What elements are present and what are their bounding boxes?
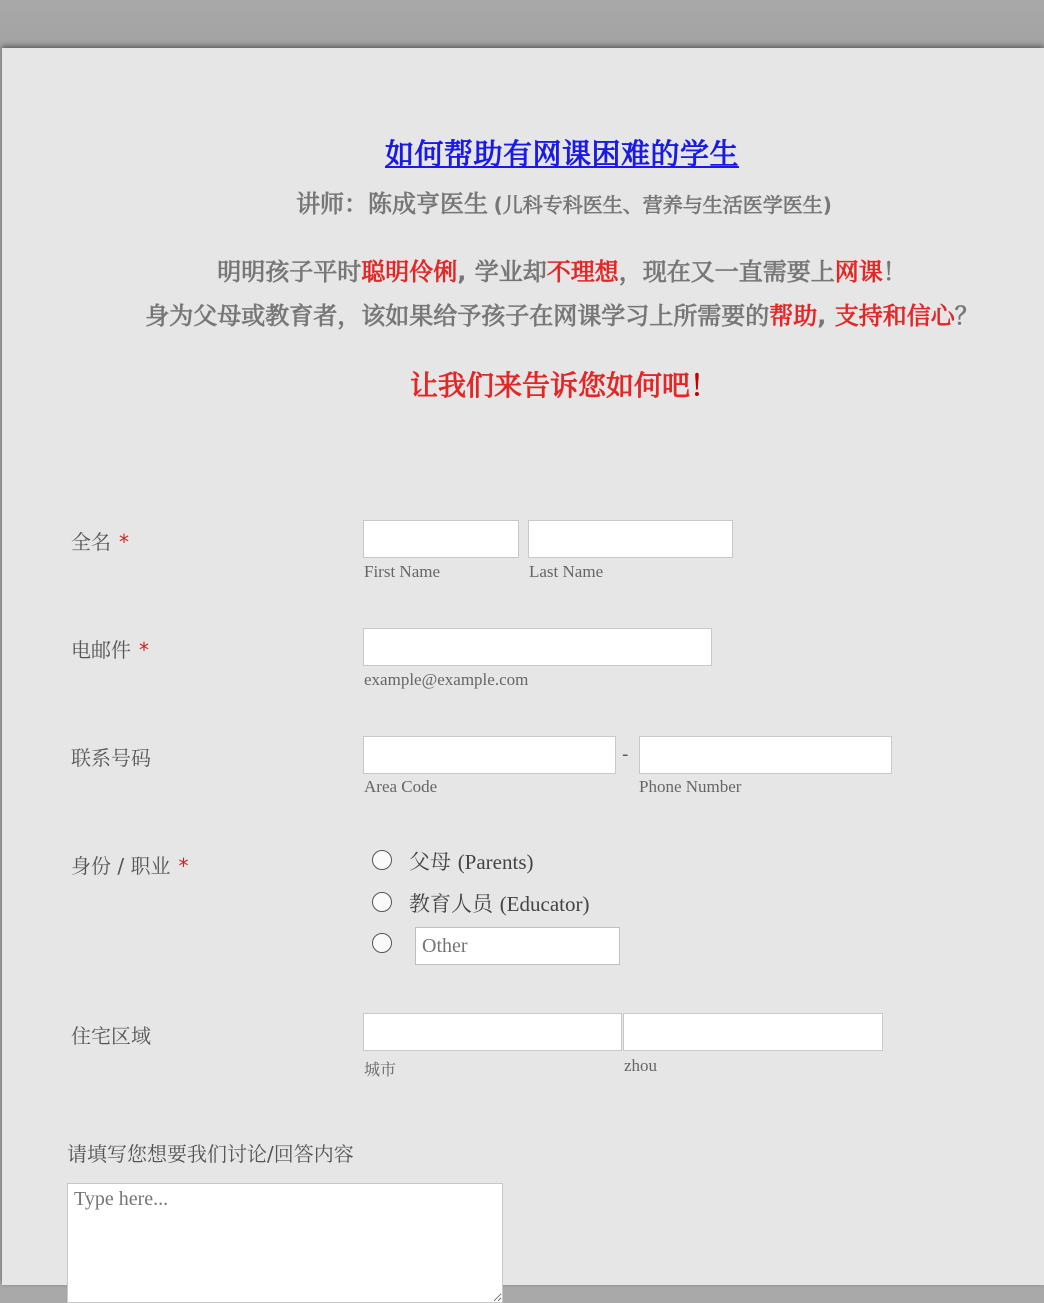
radio-educator[interactable]: [372, 892, 392, 912]
comment-label: 请填写您想要我们讨论/回答内容: [67, 1142, 354, 1166]
other-input[interactable]: [415, 927, 620, 965]
phone-separator: -: [622, 744, 629, 765]
identity-label: [71, 850, 188, 879]
radio-parents-en: (Parents): [457, 850, 534, 874]
intro-segment: ，现在又一直需要上: [618, 258, 835, 286]
intro-segment: 明明孩子平时: [217, 258, 362, 286]
state-sublabel: zhou: [624, 1056, 658, 1075]
radio-parents-cn: 父母: [409, 850, 451, 874]
top-bar: [0, 0, 1044, 48]
required-mark: *: [139, 638, 149, 662]
email-sublabel: example@example.com: [364, 670, 529, 689]
intro-segment: ,: [817, 302, 835, 330]
intro-segment: , 学业却: [457, 258, 547, 286]
intro-line-2: [2, 296, 1044, 331]
intro-highlight: 支持和信心: [834, 302, 955, 330]
call-to-action: [2, 364, 1044, 404]
radio-educator-label[interactable]: [409, 888, 589, 918]
intro-highlight: 帮助: [769, 302, 818, 330]
intro-highlight: 不理想: [546, 258, 619, 286]
first-name-sublabel: First Name: [364, 562, 441, 581]
page-title-link[interactable]: [2, 132, 1044, 173]
lecturer-credentials: (儿科专科医生、营养与生活医学医生): [493, 193, 832, 217]
residence-label: [71, 1020, 151, 1049]
form-sheet: [2, 48, 1044, 1285]
email-input[interactable]: [363, 628, 712, 666]
intro-segment: 身为父母或教育者，该如果给予孩子在网课学习上所需要的: [145, 302, 770, 330]
state-input[interactable]: [623, 1013, 883, 1051]
full-name-label-text: 全名: [71, 530, 111, 554]
phone-number-sublabel: Phone Number: [639, 777, 742, 796]
page-title-text[interactable]: 如何帮助有网课困难的学生: [384, 137, 739, 171]
phone-label-text: 联系号码: [71, 746, 151, 770]
area-code-input[interactable]: [363, 736, 616, 774]
city-input[interactable]: [363, 1013, 622, 1051]
intro-segment: ！: [882, 258, 907, 286]
required-mark: *: [119, 530, 129, 554]
last-name-input[interactable]: [528, 520, 733, 558]
radio-parents[interactable]: [372, 850, 392, 870]
call-to-action-mark: ！: [690, 369, 719, 402]
required-mark: *: [178, 854, 189, 878]
radio-other[interactable]: [372, 933, 392, 953]
full-name-label: [71, 526, 129, 555]
intro-highlight: 网课: [834, 258, 883, 286]
residence-label-text: 住宅区域: [71, 1024, 151, 1048]
radio-educator-cn: 教育人员: [409, 892, 493, 916]
intro-segment: ？: [954, 302, 979, 330]
comment-textarea[interactable]: [67, 1183, 503, 1303]
email-label: [71, 634, 149, 663]
intro-line-1: [2, 252, 1044, 287]
lecturer-name: 讲师：陈成亨医生: [296, 190, 489, 218]
area-code-sublabel: Area Code: [364, 777, 438, 796]
radio-parents-label[interactable]: [409, 846, 534, 876]
intro-highlight: 聪明伶俐: [361, 258, 458, 286]
first-name-input[interactable]: [363, 520, 519, 558]
email-label-text: 电邮件: [71, 638, 131, 662]
phone-number-input[interactable]: [639, 736, 892, 774]
lecturer-line: [2, 184, 1044, 219]
phone-label: [71, 742, 151, 771]
call-to-action-text: 让我们来告诉您如何吧: [409, 369, 690, 402]
last-name-sublabel: Last Name: [529, 562, 604, 581]
identity-label-text: 身份 / 职业: [71, 854, 171, 878]
city-sublabel: 城市: [364, 1060, 397, 1079]
radio-educator-en: (Educator): [499, 892, 590, 916]
